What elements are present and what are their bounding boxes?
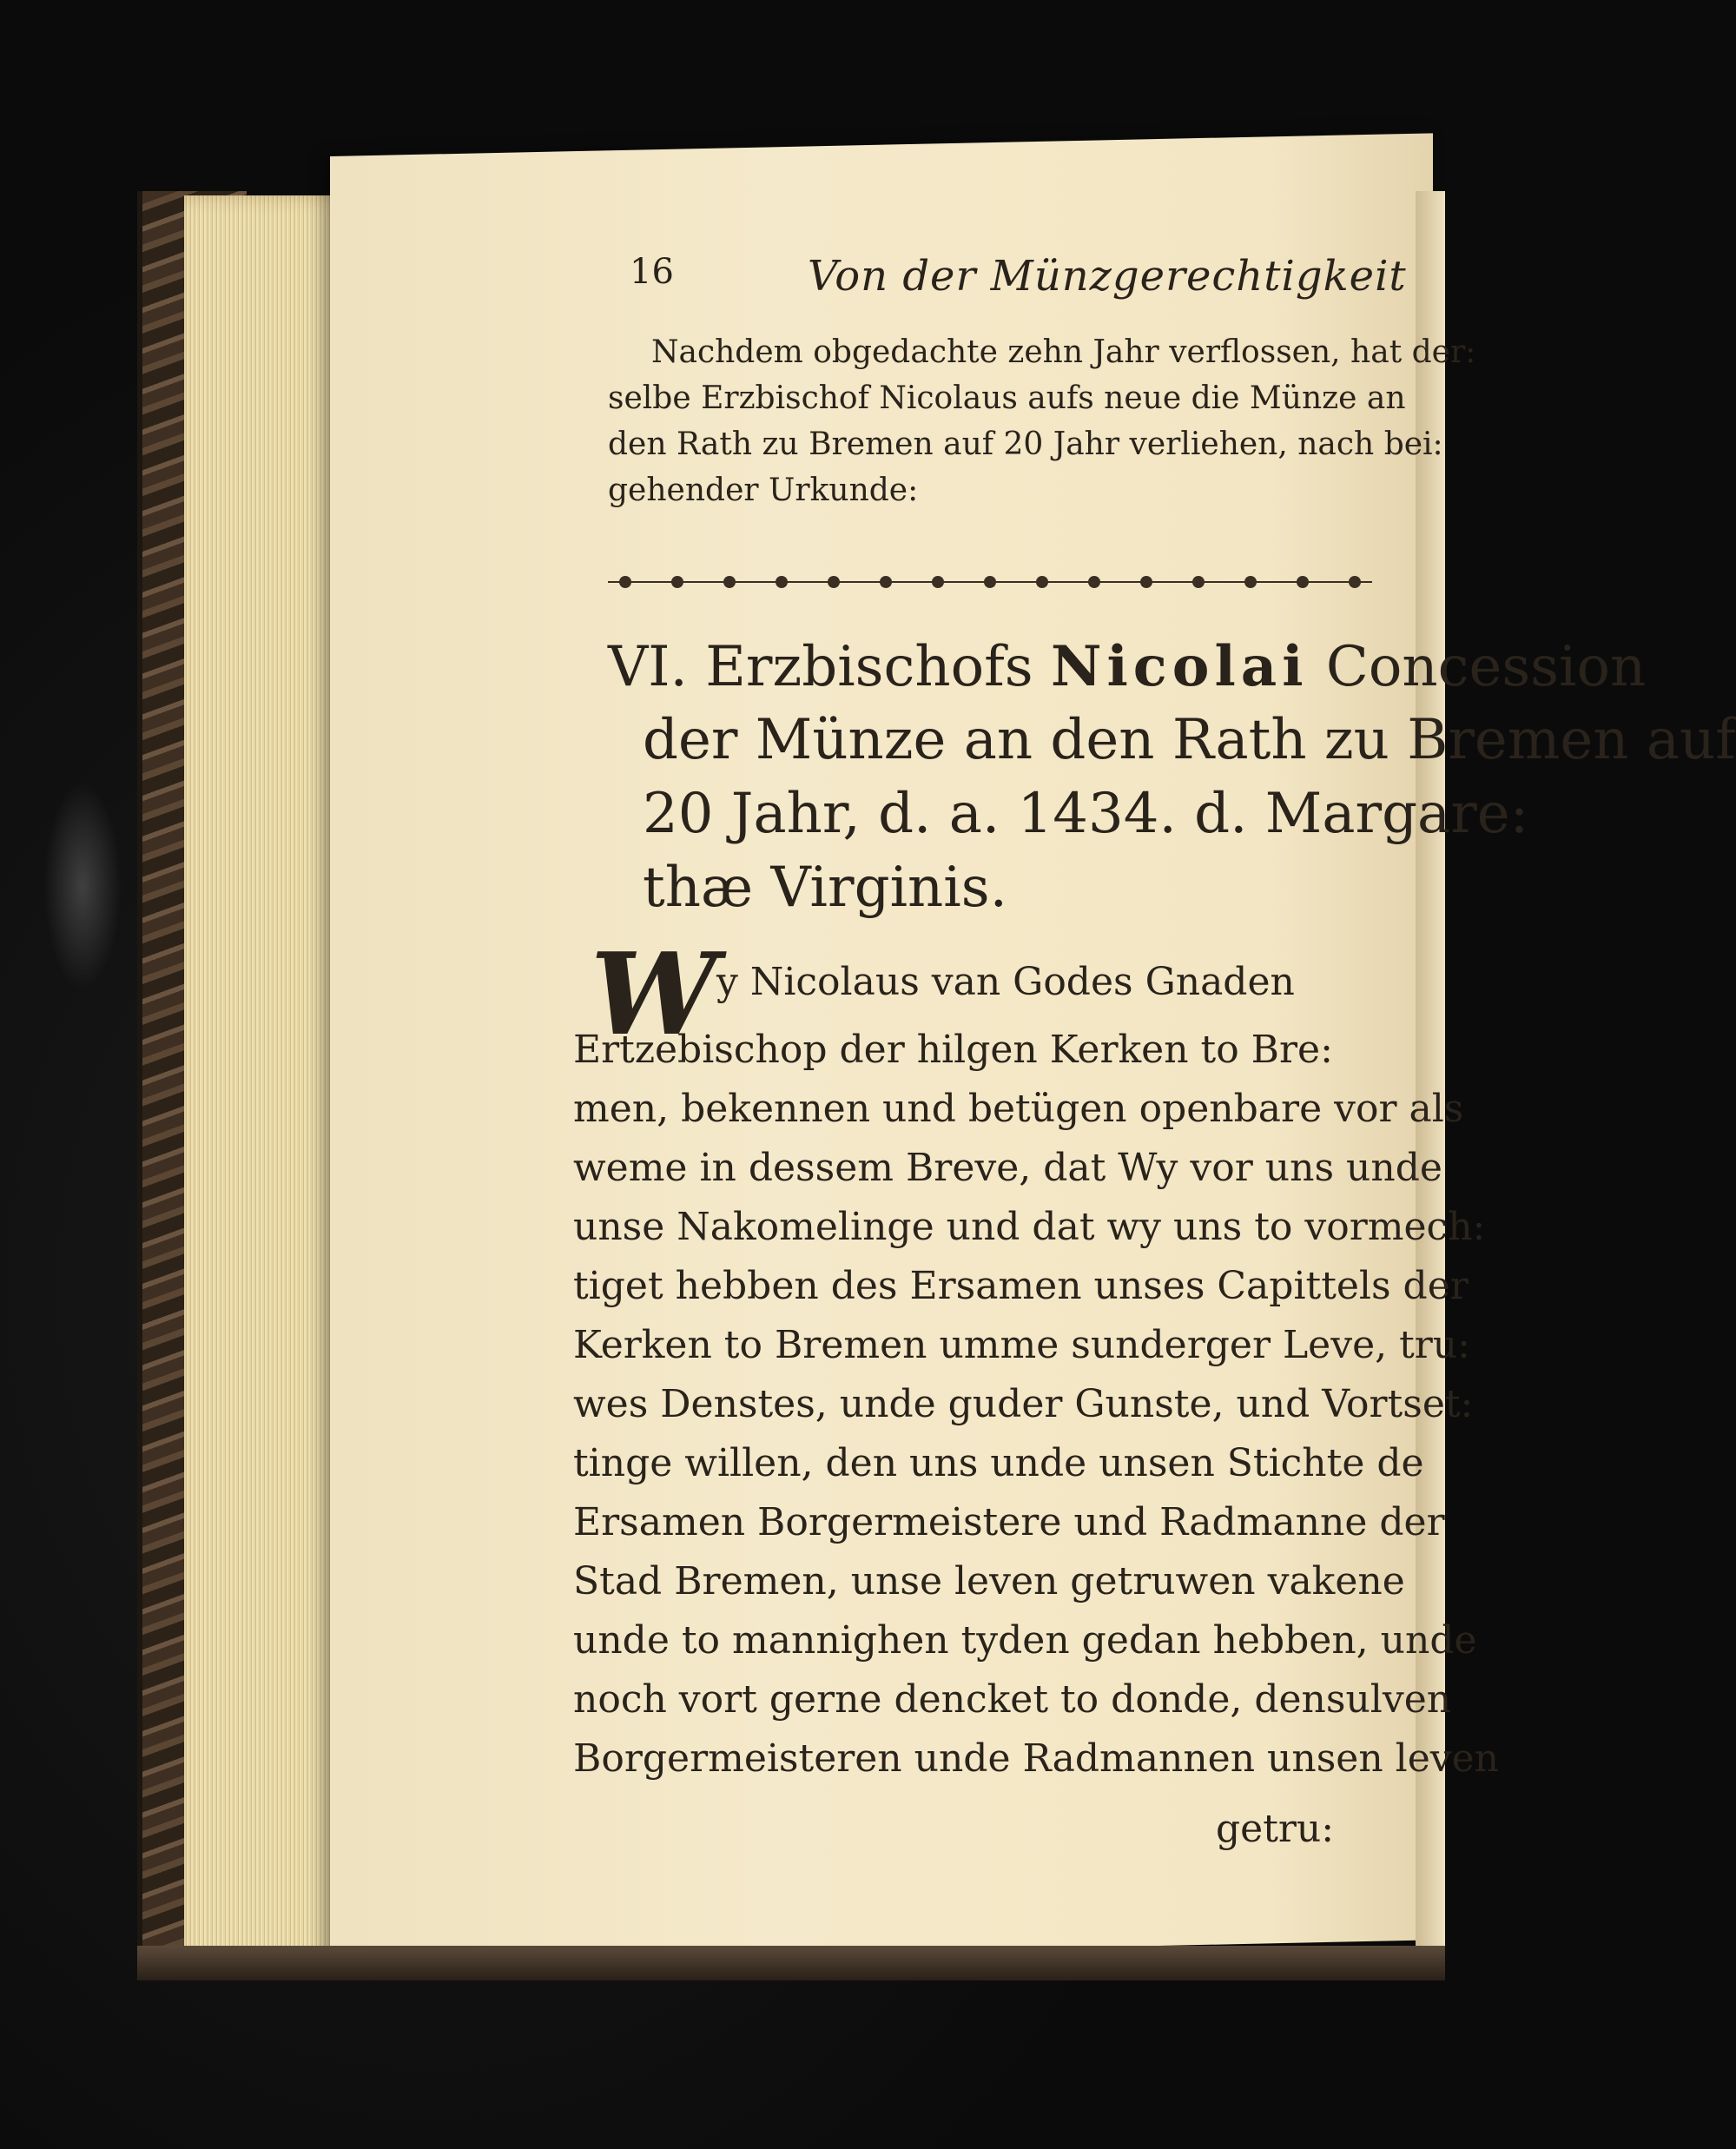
document-line-6: tiget hebben des Ersamen unses Capittels der [573,1264,1469,1308]
dust-smudge [43,782,122,990]
document-line-12: unde to mannighen tyden gedan hebben, unde [573,1618,1477,1663]
intro-line-2: selbe Erzbischof Nicolaus aufs neue die Münze an [608,380,1406,416]
document-line-8: wes Denstes, unde guder Gunste, und Vortset: [573,1382,1474,1426]
section-heading-word: Erzbischofs [705,635,1033,699]
catchword: getru: [1216,1807,1335,1851]
page-number: 16 [630,252,674,292]
document-line-11: Stad Bremen, unse leven getruwen vakene [573,1559,1405,1603]
ornament-divider [608,569,1372,595]
running-title: Von der Münzgerechtigkeit [808,252,1407,301]
document-line-3: men, bekennen und betügen openbare vor als [573,1087,1464,1131]
document-line-7: Kerken to Bremen umme sunderger Leve, tru: [573,1323,1470,1367]
intro-line-3: den Rath zu Bremen auf 20 Jahr verliehen, nach bei: [608,426,1443,462]
document-line-14: Borgermeisteren unde Radmannen unsen leven [573,1736,1499,1781]
section-heading-line-1 [608,634,1646,699]
section-heading-line-4: thæ Virginis. [643,856,1007,920]
section-numeral: VI. [608,635,688,699]
section-heading-name: Nicolai [1050,634,1309,699]
document-line-10: Ersamen Borgermeistere und Radmanne der [573,1500,1445,1544]
book-cover-bottom [137,1946,1445,1980]
intro-line-4: gehender Urkunde: [608,473,919,508]
intro-line-1: Nachdem obgedachte zehn Jahr verflossen, hat der: [651,334,1476,370]
section-heading-line-2: der Münze an den Rath zu Bremen auf [643,708,1736,772]
section-heading-line-3: 20 Jahr, d. a. 1434. d. Margare: [643,782,1529,846]
document-line-5: unse Nakomelinge und dat wy uns to vormech: [573,1205,1486,1249]
document-line-2: Ertzebischop der hilgen Kerken to Bre: [573,1028,1333,1072]
document-line-9: tinge willen, den uns unde unsen Stichte de [573,1441,1424,1485]
drop-cap: W [591,928,717,1061]
document-line-13: noch vort gerne dencket to donde, densulven [573,1677,1452,1722]
document-line-1: y Nicolaus van Godes Gnaden [716,960,1295,1004]
section-heading-word: Concession [1325,635,1647,699]
document-line-4: weme in dessem Breve, dat Wy vor uns unde [573,1146,1442,1190]
